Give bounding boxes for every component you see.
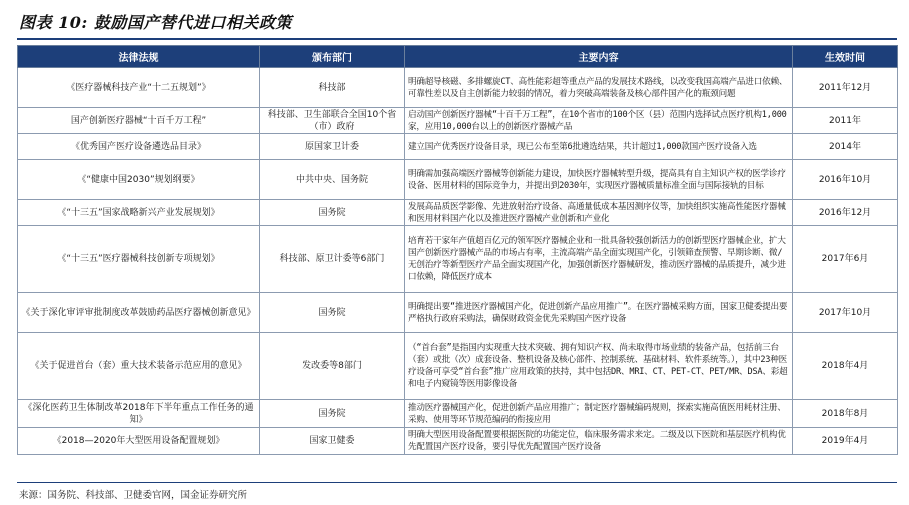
table-row (18, 226, 898, 293)
cell-dept: 中共中央、国务院 (260, 160, 405, 200)
cell-content: 推动医疗器械国产化，促进创新产品应用推广；制定医疗器械编码规则，探索实施高值医用耗材注册、采购、使用等环节规范编码的衔接应用 (405, 400, 793, 428)
cell-content: 明确超导核磁、多排螺旋CT、高性能彩超等重点产品的发展技术路线，以改变我国高端产品进口依赖、可靠性差以及自主创新能力较弱的情况，着力突破高端装备及核心部件国产化的瓶颈问题 (405, 68, 793, 108)
cell-content: 明确需加强高端医疗器械等创新能力建设，加快医疗器械转型升级，提高具有自主知识产权的医学诊疗设备、医用材料的国际竞争力，并提出到2030年，实现医疗器械质量标准全面与国际接轨的目标 (405, 160, 793, 200)
cell-dept: 国务院 (260, 293, 405, 333)
cell-content: 明确大型医用设备配置要根据医院的功能定位，临床服务需求来定。二级及以下医院和基层医疗机构优先配置国产医疗设备，要引导优先配置国产医疗设备 (405, 428, 793, 455)
cell-dept: 原国家卫计委 (260, 134, 405, 160)
cell-date: 2018年8月 (793, 400, 898, 428)
table-row (18, 200, 898, 226)
cell-law: 《深化医药卫生体制改革2018年下半年重点工作任务的通知》 (18, 400, 260, 428)
table-row (18, 160, 898, 200)
bottom-divider (17, 482, 897, 483)
cell-date: 2011年 (793, 108, 898, 134)
cell-date: 2017年10月 (793, 293, 898, 333)
cell-law: 《关于促进首台（套）重大技术装备示范应用的意见》 (18, 333, 260, 400)
cell-law: 《“十三五”医疗器械科技创新专项规划》 (18, 226, 260, 293)
cell-date: 2018年4月 (793, 333, 898, 400)
table-row (18, 293, 898, 333)
cell-date: 2011年12月 (793, 68, 898, 108)
cell-dept: 发改委等8部门 (260, 333, 405, 400)
header-content: 主要内容 (405, 46, 793, 68)
table-row (18, 108, 898, 134)
table-row (18, 333, 898, 400)
cell-law: 《优秀国产医疗设备遴选品目录》 (18, 134, 260, 160)
cell-date: 2014年 (793, 134, 898, 160)
cell-dept: 科技部 (260, 68, 405, 108)
cell-law: 《“十三五”国家战略新兴产业发展规划》 (18, 200, 260, 226)
cell-dept: 国务院 (260, 200, 405, 226)
cell-law: 《2018—2020年大型医用设备配置规划》 (18, 428, 260, 455)
cell-dept: 国家卫健委 (260, 428, 405, 455)
table-row (18, 134, 898, 160)
table-row (18, 400, 898, 428)
cell-dept: 科技部、原卫计委等6部门 (260, 226, 405, 293)
cell-date: 2016年12月 (793, 200, 898, 226)
header-dept: 颁布部门 (260, 46, 405, 68)
table-row (18, 68, 898, 108)
cell-law: 国产创新医疗器械“十百千万工程” (18, 108, 260, 134)
cell-dept: 科技部、卫生部联合全国10个省（市）政府 (260, 108, 405, 134)
cell-law: 《关于深化审评审批制度改革鼓励药品医疗器械创新意见》 (18, 293, 260, 333)
policy-table (17, 45, 898, 455)
title-divider (17, 38, 897, 40)
cell-content: 发展高品质医学影像、先进放射治疗设备、高通量低成本基因测序仪等，加快组织实施高性能医疗器械和医用材料国产化以及推进医疗器械产业创新和产业化 (405, 200, 793, 226)
cell-content: 培育若干家年产值超百亿元的领军医疗器械企业和一批具备较强创新活力的创新型医疗器械企业，扩大国产创新医疗器械产品的市场占有率，主流高端产品全面实现国产化，引领筛查预警、早期诊断、微/无创治疗等新型医疗产品全面实现国产化，加强创新医疗器械研发，推动医疗器械的品质提升，减少进口依赖，降低医疗成本 (405, 226, 793, 293)
table-header-row (18, 46, 898, 68)
cell-content: 启动国产创新医疗器械“十百千万工程”，在10个省市的100个区（县）范围内选择试点医疗机构1,000家，应用10,000台以上的创新医疗器械产品 (405, 108, 793, 134)
cell-date: 2019年4月 (793, 428, 898, 455)
header-law: 法律法规 (18, 46, 260, 68)
cell-law: 《“健康中国2030”规划纲要》 (18, 160, 260, 200)
source-note: 来源：国务院、科技部、卫健委官网，国金证券研究所 (19, 490, 248, 501)
cell-date: 2016年10月 (793, 160, 898, 200)
cell-dept: 国务院 (260, 400, 405, 428)
cell-law: 《医疗器械科技产业“十二五规划”》 (18, 68, 260, 108)
cell-content: （“首台套”是指国内实现重大技术突破、拥有知识产权、尚未取得市场业绩的装备产品，包括前三台（套）或批（次）成套设备、整机设备及核心部件、控制系统、基础材料、软件系统等。），其中23种医疗设备可享受“首台套”推广应用政策的扶持，其中包括DR、MRI、CT、PET-CT、PET/MR、DSA、彩超和电子内窥镜等医用影像设备 (405, 333, 793, 400)
cell-content: 建立国产优秀医疗设备目录，现已公布至第6批遴选结果，共计超过1,000款国产医疗设备入选 (405, 134, 793, 160)
table-row (18, 428, 898, 455)
cell-date: 2017年6月 (793, 226, 898, 293)
chart-title: 图表 10: 鼓励国产替代进口相关政策 (19, 13, 292, 32)
header-date: 生效时间 (793, 46, 898, 68)
cell-content: 明确提出要“推进医疗器械国产化，促进创新产品应用推广”。在医疗器械采购方面，国家卫健委提出要严格执行政府采购法，确保财政资金优先采购国产医疗设备 (405, 293, 793, 333)
